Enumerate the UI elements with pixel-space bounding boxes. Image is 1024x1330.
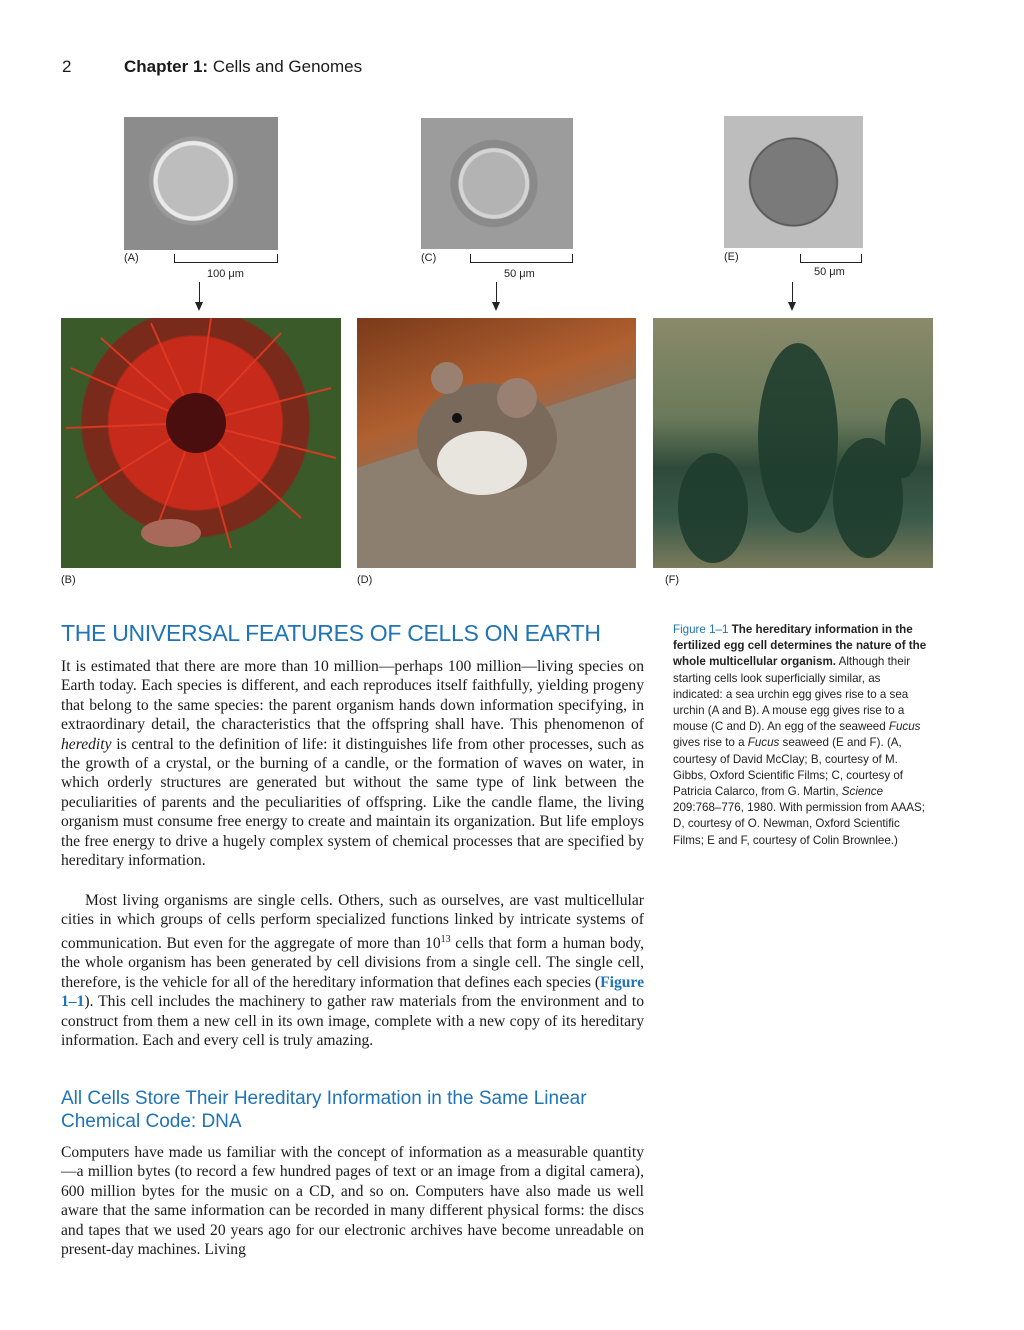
panel-label-b: (B): [61, 574, 76, 586]
p1-italic-term: heredity: [61, 735, 112, 753]
chapter-label: Chapter 1:: [124, 57, 209, 76]
panel-label-a: (A): [124, 252, 139, 264]
mouse-photo: [357, 318, 636, 568]
caption-text-2: gives rise to a: [673, 736, 748, 750]
body-paragraph-2: [61, 891, 644, 1050]
figure-reference-link[interactable]: Figure 1–1: [61, 973, 644, 1011]
p1-text-end: is central to the definition of life: it distinguishes life from other processes, such as the growth of a crystal, or the burning of a candle, or the formation of waves on water, in which orderly structures are generated but without the same type of link between the peculiarities of parents and the peculiarities of offspring. Like the candle flame, the living organism must consume free energy to create and maintain its organization. But life employs the free energy to drive a hugely complex system of chemical processes that are specified by hereditary information.: [61, 735, 644, 870]
chapter-title: Cells and Genomes: [212, 57, 363, 76]
arrow-c-to-d: [496, 282, 497, 309]
p2-exponent: 13: [440, 933, 451, 945]
sea-urchin-photo: [61, 318, 341, 568]
panel-label-e: (E): [724, 251, 739, 263]
p2-text-mid: cells that form a human body, the whole organism has been generated by cell divisions from a single cell. The single cell, therefore, is the vehicle for all of the hereditary information that defines each species (: [61, 935, 644, 991]
caption-title: The hereditary information in the fertilized egg cell determines the nature of the whole multicellular organism.: [673, 623, 927, 669]
p1-text: It is estimated that there are more than 10 million—perhaps 100 million—living species on Earth today. Each species is different, and each reproduces itself faithfully, yielding progeny that belong to the same species: the parent organism hands down information specifying, in extraordinary detail, the characteristics that the offspring shall have. This phenomenon of: [61, 658, 644, 734]
scale-label-c: 50 μm: [504, 268, 535, 280]
p2-text-start: Most living organisms are single cells. Others, such as ourselves, are vast multicellular cities in which groups of cells perform specialized functions linked by intricate systems of communication. But even for the aggregate of more than 10: [61, 892, 644, 952]
panel-label-c: (C): [421, 252, 437, 264]
subsection-heading: All Cells Store Their Hereditary Information in the Same Linear Chemical Code: DNA: [61, 1088, 587, 1132]
caption-text-1: Although their starting cells look superficially similar, as indicated: a sea urchin egg gives rise to a sea urchin (A and B). A mouse egg gives rise to a mouse (C and D). An egg of the seaweed: [673, 655, 911, 734]
scale-bar-e: [800, 254, 862, 263]
mouse-illustration: [357, 318, 636, 568]
caption-italic-3: Science: [841, 785, 884, 799]
scale-bar-a: [174, 254, 278, 263]
figure-caption: [673, 622, 928, 849]
body-paragraph-1: [61, 657, 644, 870]
caption-figure-number: Figure 1–1: [673, 623, 729, 636]
seaweed-illustration: [653, 318, 933, 568]
panel-label-d: (D): [357, 574, 373, 586]
fucus-seaweed-photo: [653, 318, 933, 568]
subsection-paragraph-1: Computers have made us familiar with the concept of information as a measurable quantity—a million bytes (to record a few hundred pages of text or an image from a digital camera), 600 million bytes for the music on a CD, and so on. Computers have also made us well aware that the same information can be recorded in many different physical forms: the discs and tapes that we used 20 years ago for our electronic archives have become unreadable on present-day machines. Living: [61, 1144, 644, 1259]
section-heading: THE UNIVERSAL FEATURES OF CELLS ON EARTH: [61, 620, 601, 646]
caption-italic-2: Fucus: [747, 736, 780, 750]
scale-label-a: 100 μm: [207, 268, 244, 280]
arrow-a-to-b: [199, 282, 200, 309]
sea-urchin-egg-micrograph: [124, 117, 278, 250]
caption-text-3: seaweed (E and F). (A, courtesy of David McClay; B, courtesy of M. Gibbs, Oxford Scientific Films; C, courtesy of Patricia Calarco, from G. Martin,: [673, 736, 904, 799]
page-number: 2: [62, 57, 72, 76]
panel-label-f: (F): [665, 574, 680, 586]
sea-urchin-illustration: [61, 318, 341, 568]
fucus-egg-micrograph: [724, 116, 863, 248]
scale-bar-c: [470, 254, 573, 263]
mouse-egg-micrograph: [421, 118, 573, 249]
running-header: [124, 57, 362, 77]
caption-text-4: 209:768–776, 1980. With permission from AAAS; D, courtesy of O. Newman, Oxford Scientific Films; E and F, courtesy of Colin Brownlee.): [673, 801, 925, 847]
arrow-e-to-f: [792, 282, 793, 309]
scale-label-e: 50 μm: [814, 266, 845, 278]
p2-text-end: ). This cell includes the machinery to gather raw materials from the environment and to construct from them a new cell in its own image, complete with a new copy of its hereditary information. Each and every cell is truly amazing.: [61, 993, 644, 1050]
caption-italic-1: Fucus: [888, 720, 921, 734]
